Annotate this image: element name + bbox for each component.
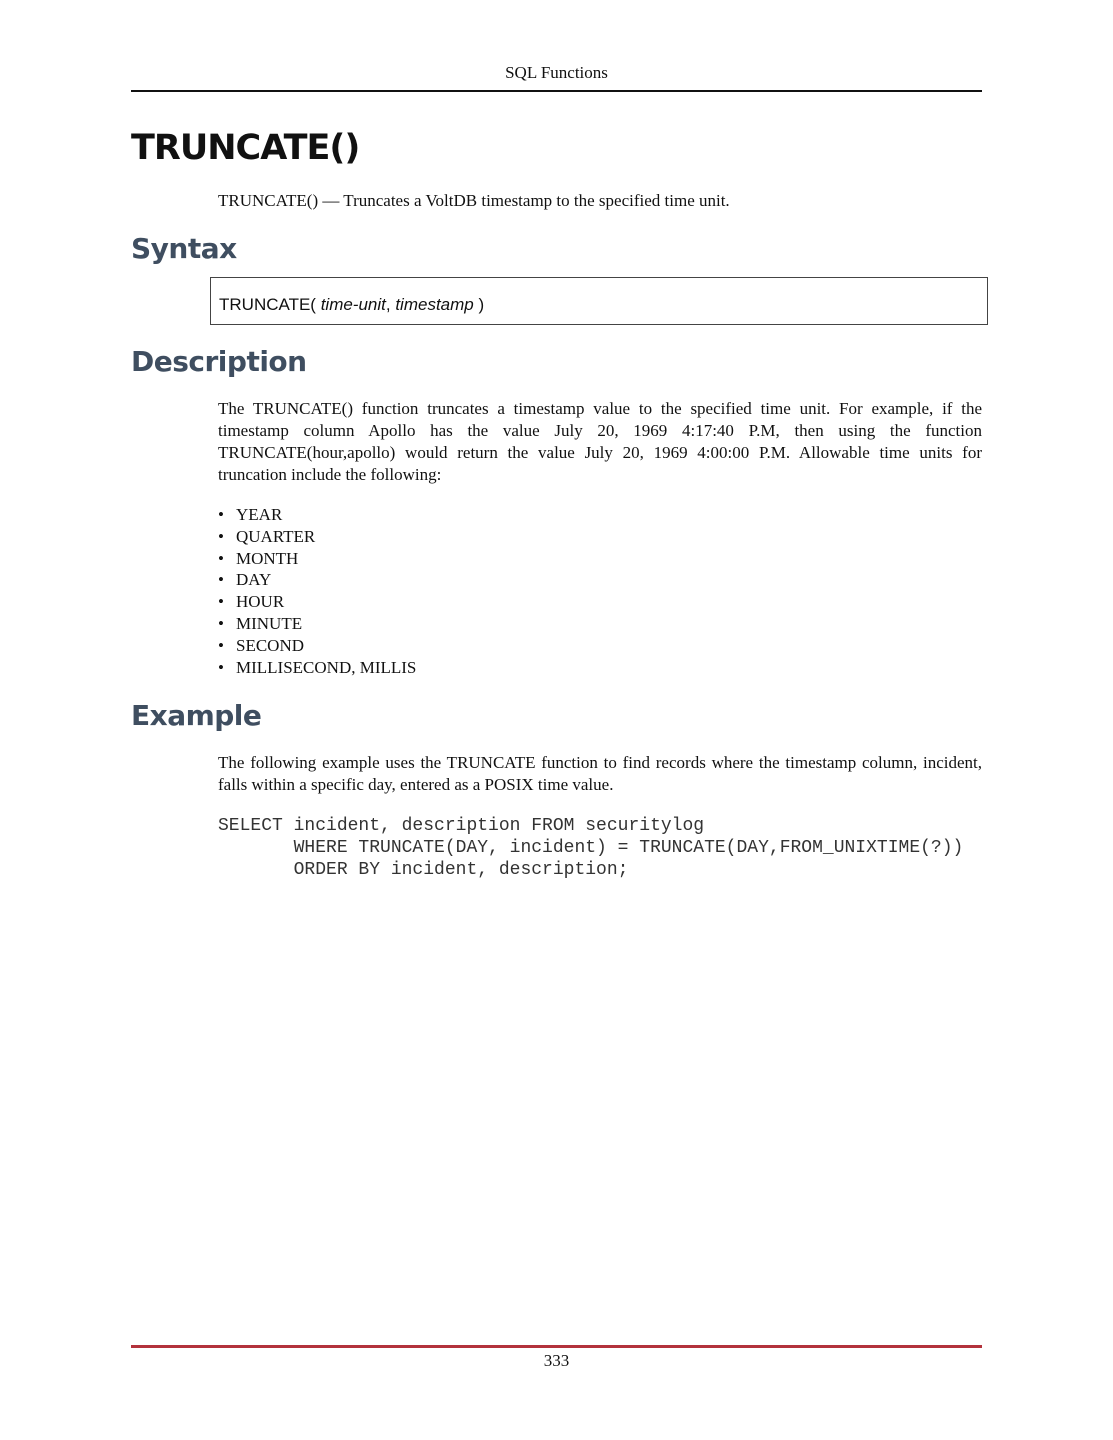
syntax-heading: Syntax: [131, 232, 237, 265]
syntax-close: ): [473, 295, 485, 314]
code-example: SELECT incident, description FROM securitylog WHERE TRUNCATE(DAY, incident) = TRUNCATE(DAY,FROM_UNIXTIME(?)) ORDER BY incident, description;: [218, 816, 964, 880]
example-heading: Example: [131, 699, 262, 732]
syntax-sep: ,: [385, 295, 396, 314]
list-item: • YEAR: [218, 504, 416, 526]
list-item: • SECOND: [218, 635, 416, 657]
list-item: • DAY: [218, 569, 416, 591]
list-item: • QUARTER: [218, 526, 416, 548]
time-unit-list: [218, 504, 416, 678]
running-header: SQL Functions: [505, 63, 608, 82]
list-item: • MONTH: [218, 548, 416, 570]
header-rule: [131, 90, 982, 92]
syntax-fn: TRUNCATE(: [219, 295, 321, 314]
example-text: The following example uses the TRUNCATE function to find records where the timestamp column, incident, falls within a specific day, entered as a POSIX time value.: [218, 753, 982, 794]
function-summary: TRUNCATE() — Truncates a VoltDB timestamp to the specified time unit.: [218, 191, 730, 210]
syntax-box: [210, 277, 988, 325]
syntax-arg-time-unit: time-unit: [320, 295, 386, 314]
page-number: 333: [543, 1351, 570, 1370]
description-heading: Description: [131, 345, 307, 378]
list-item: • HOUR: [218, 591, 416, 613]
page-title: TRUNCATE(): [131, 128, 360, 168]
list-item: • MILLISECOND, MILLIS: [218, 657, 416, 679]
syntax-arg-timestamp: timestamp: [395, 295, 474, 314]
description-text: The TRUNCATE() function truncates a timestamp value to the specified time unit. For example, if the timestamp column Apollo has the value July 20, 1969 4:17:40 P.M, then using the function TRUNCATE(hour,apollo) would return the value July 20, 1969 4:00:00 P.M. Allowable time units for truncation include the following:: [218, 399, 982, 484]
footer-rule: [131, 1345, 982, 1348]
list-item: • MINUTE: [218, 613, 416, 635]
